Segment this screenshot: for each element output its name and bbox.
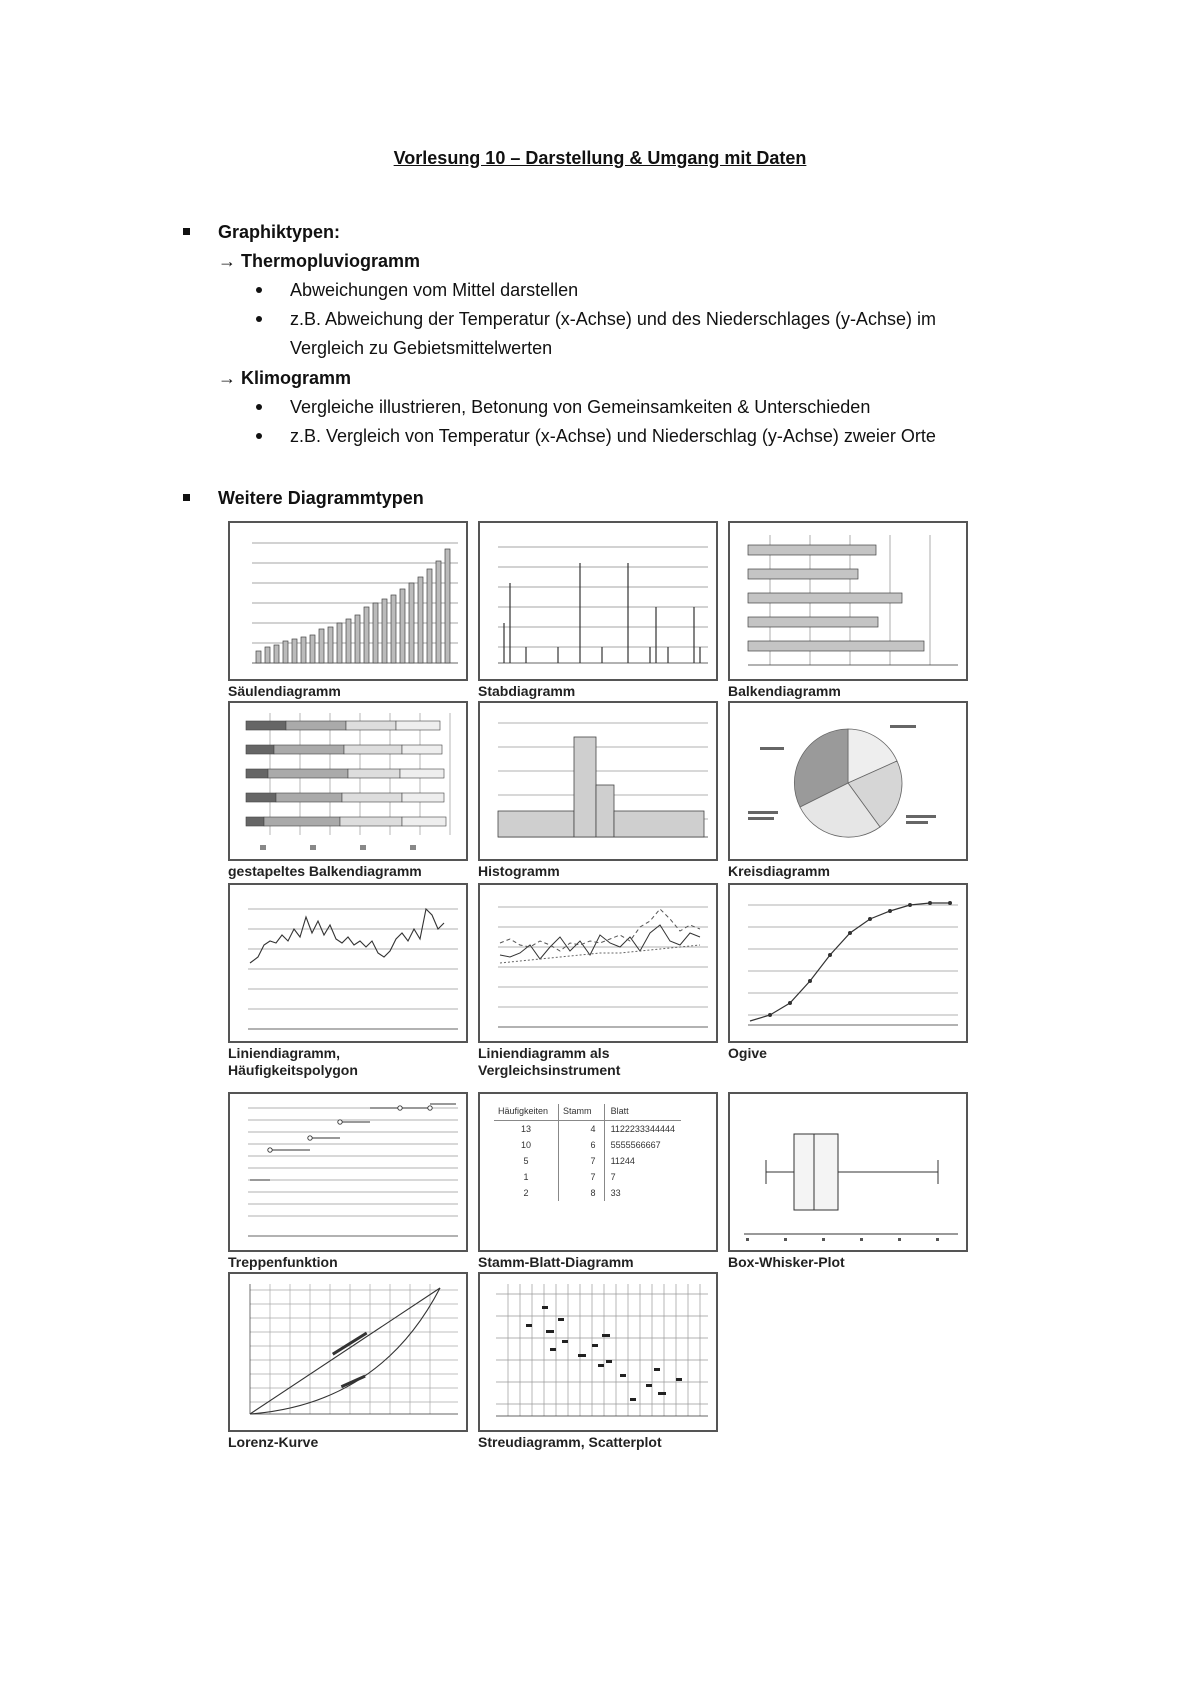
chart-thumbnail bbox=[228, 883, 468, 1043]
header-cell: Häufigkeiten bbox=[498, 1106, 549, 1116]
table-cell: 5555566667 bbox=[604, 1137, 681, 1153]
stem-leaf-frame bbox=[478, 1092, 718, 1252]
bullet-dot bbox=[256, 404, 262, 410]
panel-treppenfunktion bbox=[228, 1092, 468, 1271]
table-cell: 1122233344444 bbox=[604, 1121, 681, 1138]
ogive-thumbnail bbox=[730, 885, 966, 1041]
thermo-bullet-2: z.B. Abweichung der Temperatur (x-Achse) und des Niederschlages (y-Achse) im bbox=[290, 309, 936, 329]
caption: Lorenz-Kurve bbox=[228, 1434, 319, 1450]
table-cell: 5 bbox=[523, 1156, 529, 1166]
klimo-bullet-1: Vergleiche illustrieren, Betonung von Gemeinsamkeiten & Unterschieden bbox=[290, 397, 871, 417]
caption: Säulendiagramm bbox=[228, 683, 341, 699]
table-cell: 7 bbox=[559, 1153, 605, 1169]
table-row bbox=[494, 1153, 681, 1169]
table-cell: 4 bbox=[559, 1121, 605, 1138]
box-thumbnail bbox=[730, 1094, 966, 1250]
table-cell: 13 bbox=[521, 1124, 532, 1134]
thermo-bullet-2-cont: Vergleich zu Gebietsmittelwerten bbox=[290, 338, 553, 358]
table-cell: 7 bbox=[604, 1169, 681, 1185]
panel-box-whisker-plot bbox=[728, 1092, 968, 1271]
table-cell: 10 bbox=[521, 1140, 532, 1150]
chart-thumbnail bbox=[478, 1272, 718, 1432]
klimogramm-label: → Klimogramm bbox=[218, 368, 352, 388]
bullet-dot bbox=[256, 316, 262, 322]
caption: Treppenfunktion bbox=[228, 1254, 338, 1270]
chart-thumbnail bbox=[228, 521, 468, 681]
caption: Ogive bbox=[728, 1045, 767, 1061]
caption: gestapeltes Balkendiagramm bbox=[228, 863, 422, 879]
chart-thumbnail bbox=[478, 883, 718, 1043]
thermo-bullet-1: Abweichungen vom Mittel darstellen bbox=[290, 280, 579, 300]
caption: Stabdiagramm bbox=[478, 683, 576, 699]
panel-liniendiagramm-vergleich bbox=[478, 883, 718, 1079]
caption: Balkendiagramm bbox=[728, 683, 841, 699]
panel-gestapeltes-balkendiagramm bbox=[228, 701, 468, 880]
panel-stabdiagramm bbox=[478, 521, 718, 700]
chart-thumbnail bbox=[478, 701, 718, 861]
chart-thumbnail bbox=[728, 1092, 968, 1252]
caption: Histogramm bbox=[478, 863, 560, 879]
vergleich-thumbnail bbox=[480, 885, 716, 1041]
table-row bbox=[494, 1137, 681, 1153]
bullet-dot bbox=[256, 287, 262, 293]
panel-lorenz-kurve bbox=[228, 1272, 468, 1451]
saeulen-thumbnail bbox=[230, 523, 466, 679]
caption: Kreisdiagramm bbox=[728, 863, 830, 879]
chart-thumbnail bbox=[728, 883, 968, 1043]
panel-liniendiagramm bbox=[228, 883, 468, 1079]
thermopluviogramm-label: → Thermopluviogramm bbox=[218, 251, 421, 271]
gestapelt-thumbnail bbox=[230, 703, 466, 859]
table-row bbox=[494, 1169, 681, 1185]
panel-streudiagramm bbox=[478, 1272, 718, 1451]
caption-line-1: Liniendiagramm als bbox=[478, 1045, 610, 1061]
chart-thumbnail bbox=[728, 521, 968, 681]
header-cell: Blatt bbox=[604, 1104, 681, 1121]
table-cell: 1 bbox=[523, 1172, 529, 1182]
panel-stamm-blatt-diagramm bbox=[478, 1092, 718, 1271]
chart-thumbnail bbox=[228, 1092, 468, 1252]
caption: Streudiagramm, Scatterplot bbox=[478, 1434, 662, 1450]
table-row bbox=[494, 1121, 681, 1138]
caption: Stamm-Blatt-Diagramm bbox=[478, 1254, 634, 1270]
stem-leaf-table bbox=[494, 1104, 681, 1201]
panel-histogramm bbox=[478, 701, 718, 880]
panel-kreisdiagramm bbox=[728, 701, 968, 880]
table-cell: 2 bbox=[523, 1188, 529, 1198]
caption-line-1: Liniendiagramm, bbox=[228, 1045, 341, 1061]
bullet-square bbox=[183, 494, 190, 501]
table-cell: 8 bbox=[559, 1185, 605, 1201]
treppe-thumbnail bbox=[230, 1094, 466, 1250]
table-header-row bbox=[494, 1104, 681, 1121]
streu-thumbnail bbox=[480, 1274, 716, 1430]
page-title: Vorlesung 10 – Darstellung & Umgang mit Daten bbox=[393, 148, 807, 168]
caption-line-2: Vergleichsinstrument bbox=[478, 1062, 621, 1078]
header-cell: Stamm bbox=[559, 1104, 605, 1121]
caption-line-2: Häufigkeitspolygon bbox=[228, 1062, 358, 1078]
linie-thumbnail bbox=[230, 885, 466, 1041]
table-cell: 6 bbox=[559, 1137, 605, 1153]
kreis-thumbnail bbox=[730, 703, 966, 859]
chart-thumbnail bbox=[728, 701, 968, 861]
bullet-dot bbox=[256, 433, 262, 439]
stab-thumbnail bbox=[480, 523, 716, 679]
caption: Box-Whisker-Plot bbox=[728, 1254, 845, 1270]
bullet-square bbox=[183, 228, 190, 235]
chart-thumbnail bbox=[228, 1272, 468, 1432]
histo-thumbnail bbox=[480, 703, 716, 859]
table-row bbox=[494, 1185, 681, 1201]
panel-ogive bbox=[728, 883, 968, 1062]
panel-balkendiagramm bbox=[728, 521, 968, 700]
table-cell: 11244 bbox=[604, 1153, 681, 1169]
section-heading-diagrammtypen: Weitere Diagrammtypen bbox=[218, 488, 424, 508]
table-cell: 7 bbox=[559, 1169, 605, 1185]
balken-thumbnail bbox=[730, 523, 966, 679]
lorenz-thumbnail bbox=[230, 1274, 466, 1430]
panel-saeulendiagramm bbox=[228, 521, 468, 700]
table-cell: 33 bbox=[604, 1185, 681, 1201]
chart-thumbnail bbox=[478, 521, 718, 681]
section-heading-graphiktypen: Graphiktypen: bbox=[218, 222, 341, 242]
chart-thumbnail bbox=[228, 701, 468, 861]
klimo-bullet-2: z.B. Vergleich von Temperatur (x-Achse) und Niederschlag (y-Achse) zweier Orte bbox=[290, 426, 936, 446]
